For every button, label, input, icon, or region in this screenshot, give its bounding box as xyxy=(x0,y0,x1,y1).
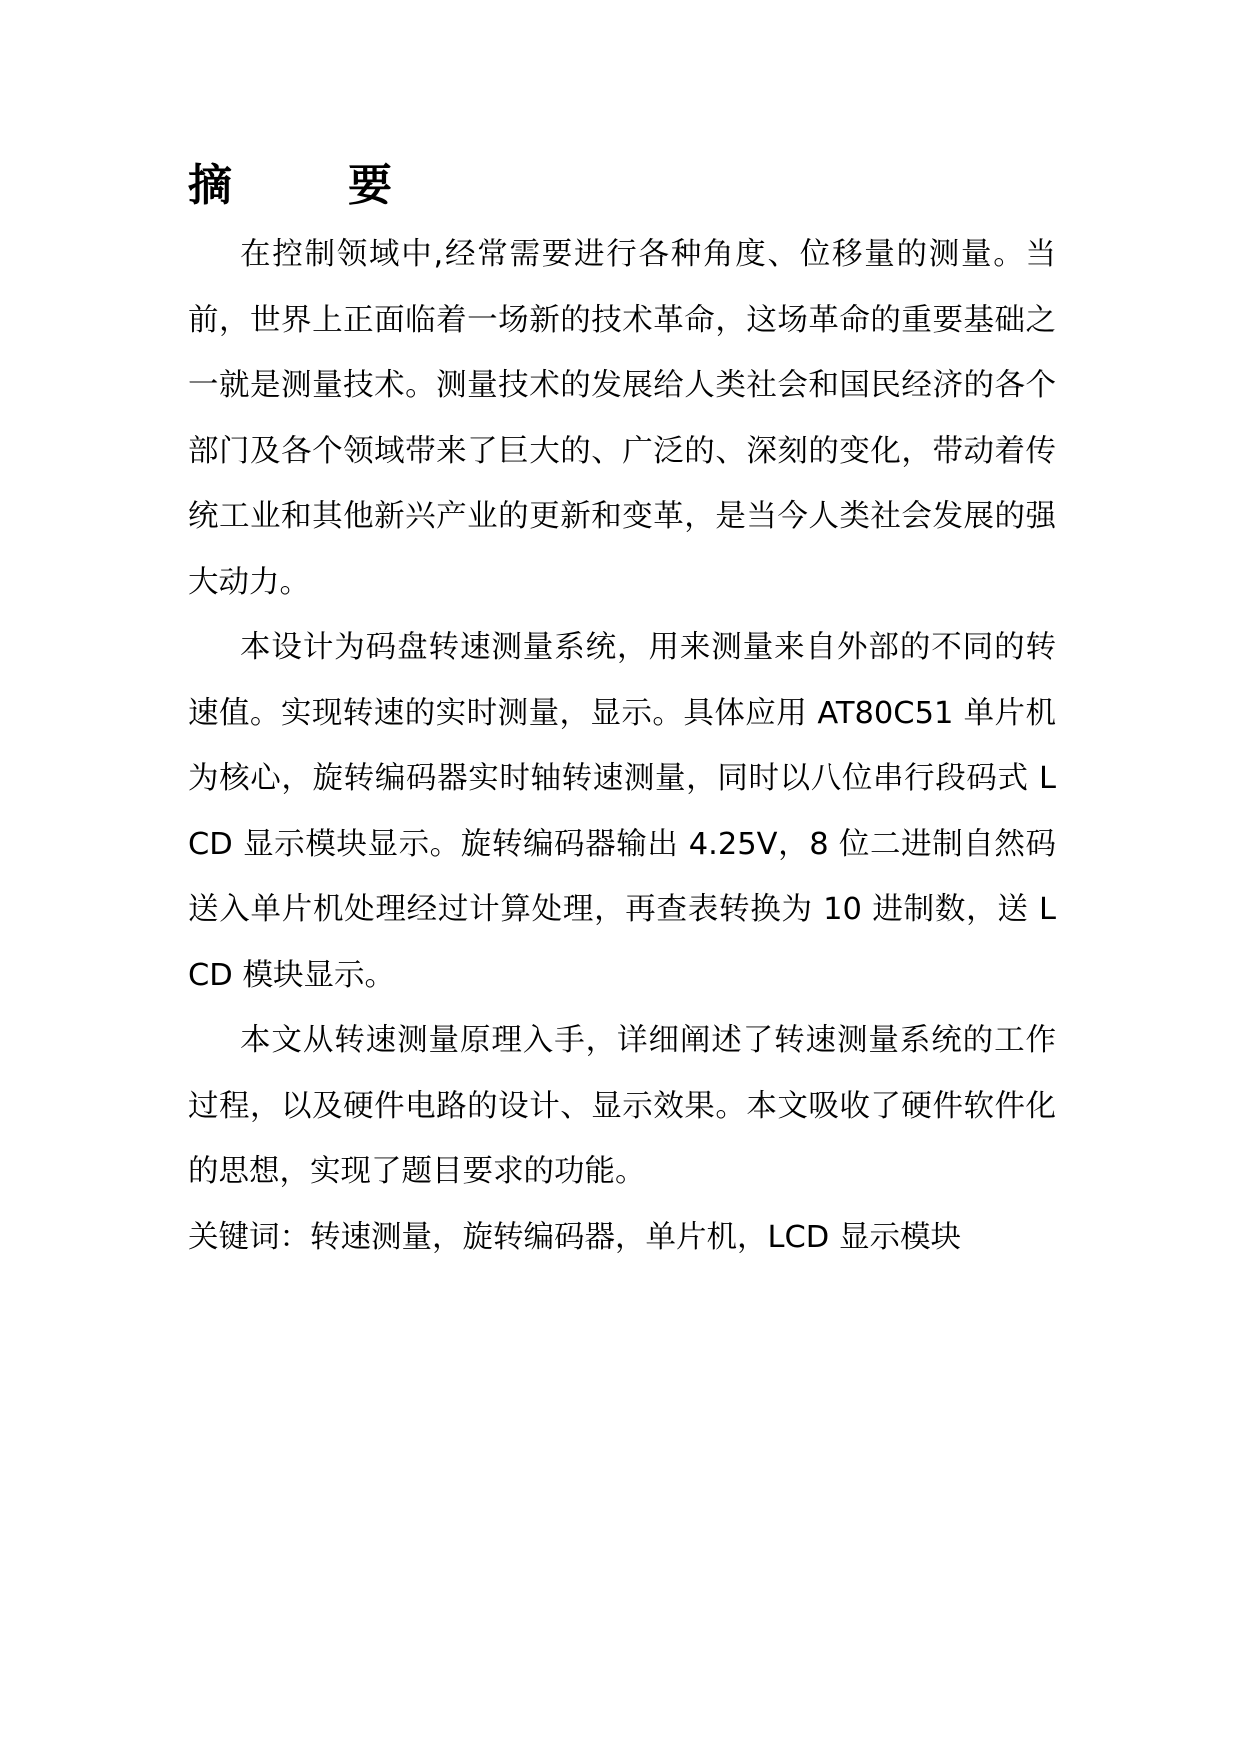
abstract-paragraph-3: 本文从转速测量原理入手，详细阐述了转速测量系统的工作过程，以及硬件电路的设计、显示效果。本文吸收了硬件软件化的思想，实现了题目要求的功能。 xyxy=(188,1023,1056,1189)
keywords-line: 关键词：转速测量，旋转编码器，单片机，LCD 显示模块 xyxy=(188,1219,961,1255)
abstract-paragraph-1: 在控制领域中,经常需要进行各种角度、位移量的测量。当前，世界上正面临着一场新的技术革命，这场革命的重要基础之一就是测量技术。测量技术的发展给人类社会和国民经济的各个部门及各个领域带来了巨大的、广泛的、深刻的变化，带动着传统工业和其他新兴产业的更新和变革，是当今人类社会发展的强大动力。 xyxy=(188,237,1056,600)
abstract-body xyxy=(188,222,1056,1270)
abstract-title: 摘 要 xyxy=(188,160,428,211)
abstract-paragraph-2: 本设计为码盘转速测量系统，用来测量来自外部的不同的转速值。实现转速的实时测量，显示。具体应用 AT80C51 单片机为核心，旋转编码器实时轴转速测量，同时以八位串行段码式 LCD 显示模块显示。旋转编码器输出 4.25V，8 位二进制自然码送入单片机处理经过计算处理，再查表转换为 10 进制数，送 LCD 模块显示。 xyxy=(188,630,1056,993)
